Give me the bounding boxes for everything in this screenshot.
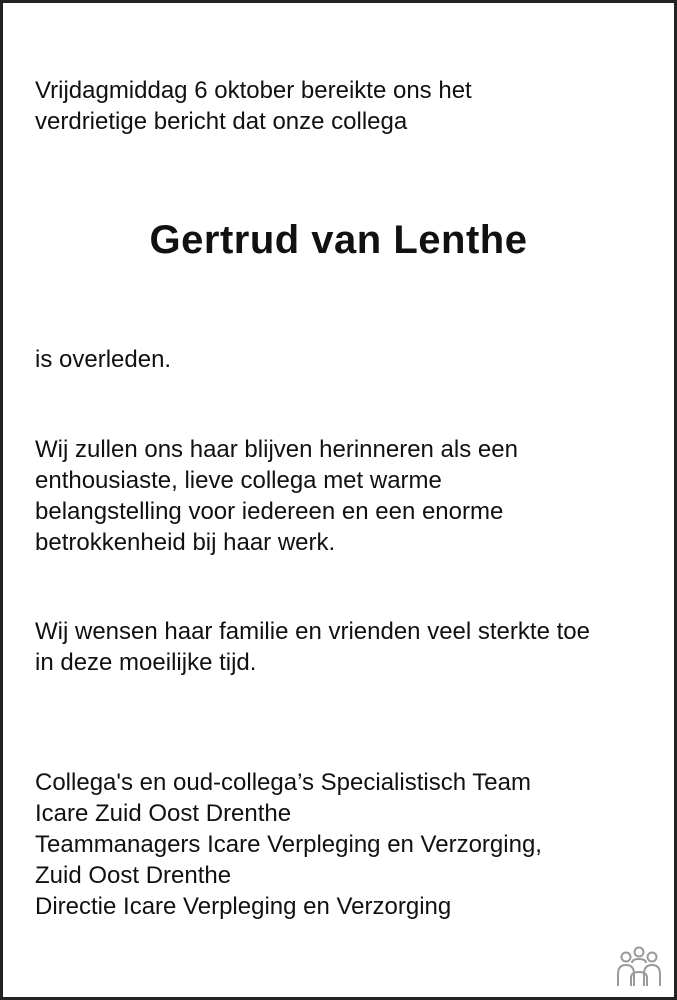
passed-away-line: is overleden. xyxy=(35,346,172,373)
intro-line: Vrijdagmiddag 6 oktober bereikte ons het xyxy=(35,77,472,104)
memory-line: belangstelling voor iedereen en een enorme xyxy=(35,498,504,525)
memory-line: enthousiaste, lieve collega met warme xyxy=(35,467,442,494)
memory-paragraph xyxy=(35,434,518,558)
signatories-block xyxy=(35,767,542,922)
intro-line: verdrietige bericht dat onze collega xyxy=(35,108,408,135)
deceased-name: Gertrud van Lenthe xyxy=(149,218,528,262)
condolence-line: in deze moeilijke tijd. xyxy=(35,649,257,676)
condolence-line: Wij wensen haar familie en vrienden veel sterkte toe xyxy=(35,618,590,645)
people-group-icon xyxy=(613,946,665,988)
memory-line: Wij zullen ons haar blijven herinneren als een xyxy=(35,436,518,463)
signatory-line: Icare Zuid Oost Drenthe xyxy=(35,800,292,827)
signatory-line: Teammanagers Icare Verpleging en Verzorging, xyxy=(35,831,542,858)
signatory-line: Collega's en oud-collega’s Specialistisch Team xyxy=(35,769,531,796)
condolence-paragraph xyxy=(35,616,590,678)
signatory-line: Zuid Oost Drenthe xyxy=(35,862,232,889)
memory-line: betrokkenheid bij haar werk. xyxy=(35,529,336,556)
intro-paragraph xyxy=(35,75,472,137)
signatory-line: Directie Icare Verpleging en Verzorging xyxy=(35,893,452,920)
passed-away-text xyxy=(35,344,171,375)
